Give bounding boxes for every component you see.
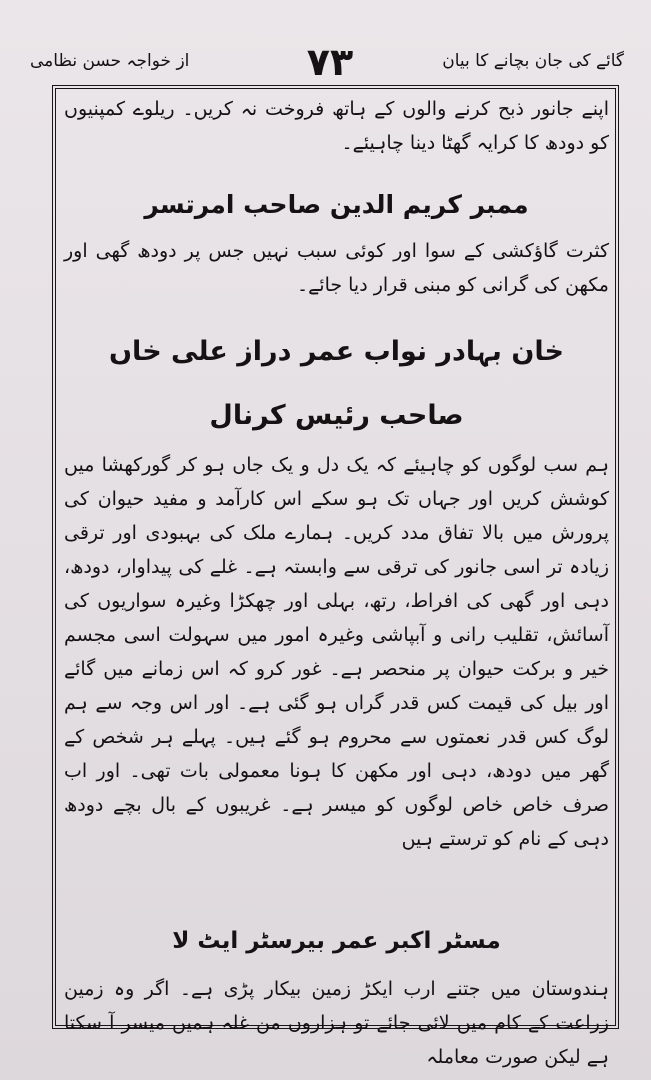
page-body	[64, 92, 609, 1068]
paragraph-karimuddin: کثرت گاؤکشی کے سوا اور کوئی سبب نہیں جس پر دودھ گھی اور مکھن کی گرانی کو مبنی قرار دیا جائے۔	[64, 240, 609, 296]
page-header	[30, 40, 624, 84]
heading-karimuddin: ممبر کریم الدین صاحب امرتسر	[144, 190, 529, 219]
paragraph-akbar-umar: ہندوستان میں جتنے ارب ایکڑ زمین بیکار پڑی ہے۔ اگر وہ زمین زراعت کے کام میں لائی جائے تو ہزاروں من غلہ ہمیں میسر آ سکتا ہے لیکن صورت معاملہ	[64, 978, 609, 1068]
paragraph-nawab-umar-daraz: ہم سب لوگوں کو چاہیئے کہ یک دل و یک جاں ہو کر گورکھشا میں کوشش کریں اور جہاں تک ہو سکے اس کارآمد و مفید حیوان کی پرورش میں بالا تفاق مدد کریں۔ ہمارے ملک کی بہبودی اور ترقی زیادہ تر اسی جانور کی ترقی سے وابستہ ہے۔ غلے کی پیداوار، دودھ، دہی اور گھی کی افراط، رتھ، بہلی اور چھکڑا وغیرہ سواریوں کی آسائش، تقلیب رانی و آبپاشی وغیرہ امور میں سہولت اسی مجسم خیر و برکت حیوان پر منحصر ہے۔ غور کرو کہ اس زمانے میں گائے اور بیل کی قیمت کس قدر گراں ہو گئی ہے۔ اور اس وجہ سے ہم لوگ کس قدر نعمتوں سے محروم ہو گئے ہیں۔ پہلے ہر شخص کے گھر میں دودھ، دہی اور مکھن کا ہونا معمولی بات تھی۔ اور اب صرف خاص خاص لوگوں کو میسر ہے۔ غریبوں کے بال بچے دودھ دہی کے نام کو ترستے ہیں	[64, 454, 609, 850]
running-author: از خواجہ حسن نظامی	[30, 51, 190, 71]
paragraph-opening: اپنے جانور ذبح کرنے والوں کے ہاتھ فروخت نہ کریں۔ ریلوے کمپنیوں کو دودھ کا کرایہ گھٹا دینا چاہیئے۔	[64, 98, 609, 154]
heading-nawab-umar-daraz: خان بہادر نواب عمر دراز علی خاں صاحب رئیس کرنال	[109, 336, 564, 431]
heading-akbar-umar: مسٹر اکبر عمر بیرسٹر ایٹ لا	[172, 928, 501, 954]
running-title: گائے کی جان بچانے کا بیان	[442, 51, 624, 71]
page-number: ۷۳	[306, 40, 354, 84]
